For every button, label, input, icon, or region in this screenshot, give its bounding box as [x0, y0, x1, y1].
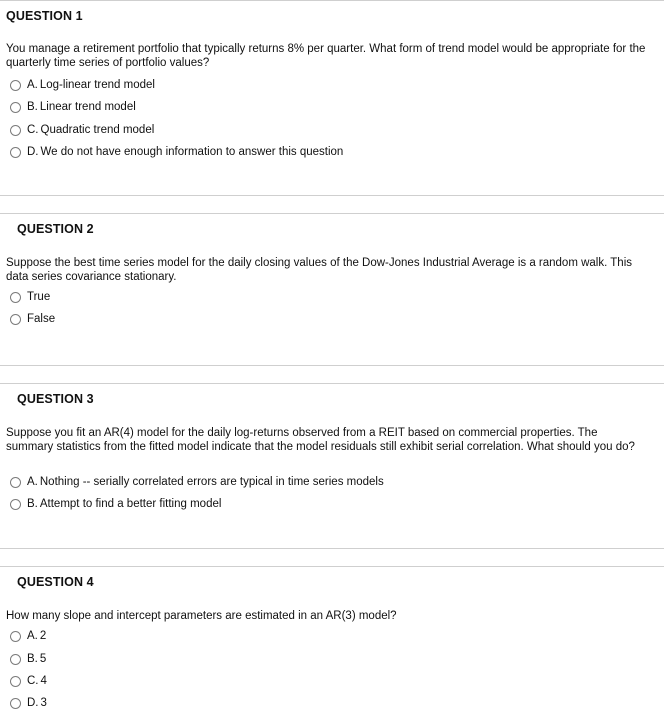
question-3-text: Suppose you fit an AR(4) model for the daily log-returns observed from a REIT based on commercial properties. The summary statistics from the fitted model indicate that the model residuals still exhibit serial correlation. What should you do?: [6, 427, 635, 453]
option-prefix: B.: [27, 653, 38, 665]
option-prefix: B.: [27, 101, 38, 113]
option-label: Log-linear trend model: [39, 79, 155, 91]
radio-button[interactable]: [10, 698, 21, 709]
question-3-option-a[interactable]: [10, 474, 384, 490]
option-prefix: B.: [27, 498, 38, 510]
option-prefix: C.: [27, 675, 39, 687]
question-3-heading: QUESTION 3: [17, 392, 94, 406]
radio-button[interactable]: [10, 80, 21, 91]
question-3-option-b[interactable]: [10, 496, 221, 512]
option-label: Quadratic trend model: [40, 124, 155, 136]
radio-button[interactable]: [10, 292, 21, 303]
question-1-option-b[interactable]: [10, 99, 136, 115]
question-2-text: Suppose the best time series model for the daily closing values of the Dow-Jones Industrial Average is a random walk. This data series covariance stationary.: [6, 257, 633, 283]
option-label: 2: [39, 630, 47, 642]
option-label: Linear trend model: [39, 101, 136, 113]
question-1-option-a[interactable]: [10, 77, 155, 93]
option-prefix: A.: [27, 630, 38, 642]
radio-button[interactable]: [10, 125, 21, 136]
option-label: We do not have enough information to answer this question: [40, 146, 344, 158]
radio-button[interactable]: [10, 147, 21, 158]
divider: [0, 195, 664, 196]
radio-button[interactable]: [10, 676, 21, 687]
question-2-option-false[interactable]: [10, 311, 55, 327]
question-1-option-c[interactable]: [10, 122, 154, 138]
divider: [0, 383, 664, 384]
question-1-text: You manage a retirement portfolio that typically returns 8% per quarter. What form of trend model would be appropriate for the quarterly time series of portfolio values?: [6, 43, 646, 69]
option-label: Nothing -- serially correlated errors are typical in time series models: [39, 476, 384, 488]
question-4-heading: QUESTION 4: [17, 575, 94, 589]
radio-button[interactable]: [10, 477, 21, 488]
question-4-option-b[interactable]: [10, 651, 46, 667]
option-prefix: D.: [27, 697, 39, 709]
divider: [0, 548, 664, 549]
question-4-option-c[interactable]: [10, 673, 47, 689]
radio-button[interactable]: [10, 654, 21, 665]
radio-button[interactable]: [10, 314, 21, 325]
question-4-option-d[interactable]: [10, 695, 47, 711]
question-2-heading: QUESTION 2: [17, 222, 94, 236]
divider: [0, 0, 664, 1]
question-1-option-d[interactable]: [10, 144, 343, 160]
question-1-heading: QUESTION 1: [6, 9, 83, 23]
question-4-text: How many slope and intercept parameters are estimated in an AR(3) model?: [6, 610, 397, 622]
divider: [0, 566, 664, 567]
option-label: 3: [40, 697, 47, 709]
option-label: 4: [40, 675, 47, 687]
divider: [0, 365, 664, 366]
radio-button[interactable]: [10, 499, 21, 510]
option-prefix: D.: [27, 146, 39, 158]
option-prefix: C.: [27, 124, 39, 136]
option-label: False: [27, 313, 56, 325]
divider: [0, 213, 664, 214]
question-4-option-a[interactable]: [10, 628, 46, 644]
option-label: True: [27, 291, 51, 303]
option-prefix: A.: [27, 79, 38, 91]
radio-button[interactable]: [10, 631, 21, 642]
radio-button[interactable]: [10, 102, 21, 113]
option-label: Attempt to find a better fitting model: [39, 498, 222, 510]
option-prefix: A.: [27, 476, 38, 488]
option-label: 5: [39, 653, 47, 665]
question-2-option-true[interactable]: [10, 289, 50, 305]
